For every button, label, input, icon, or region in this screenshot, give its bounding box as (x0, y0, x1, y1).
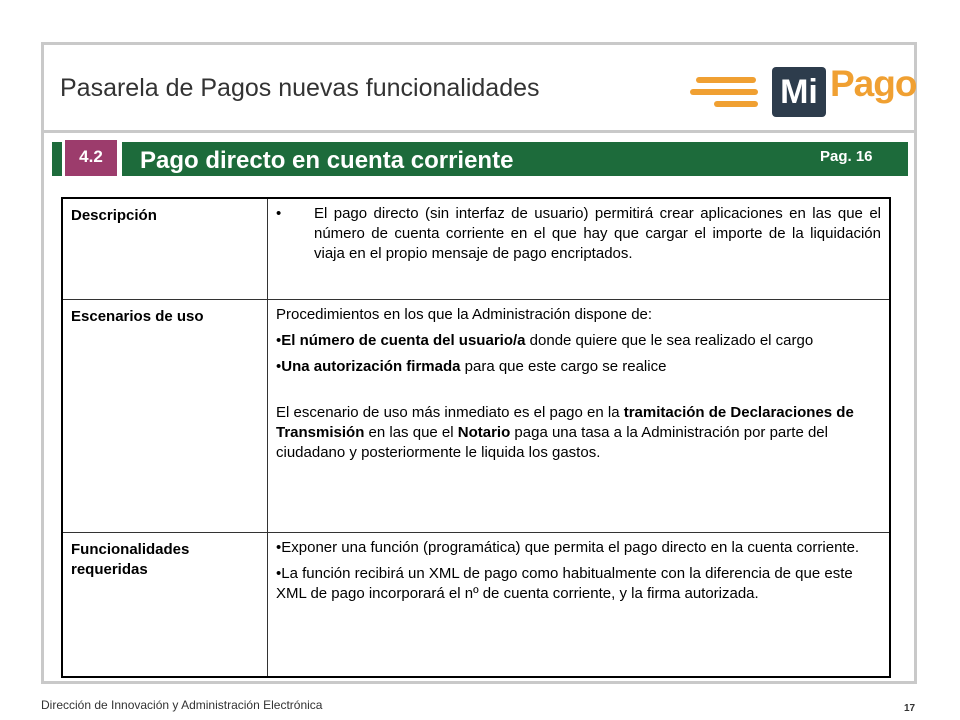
mipago-logo (690, 63, 917, 117)
escenarios-item-2: •Una autorización firmada para que este cargo se realice (276, 358, 667, 375)
table-row (62, 198, 890, 300)
page-title: Pasarela de Pagos nuevas funcionalidades (60, 74, 540, 102)
page-number: 17 (904, 703, 916, 714)
escenarios-item-1: •El número de cuenta del usuario/a donde quiere que le sea realizado el cargo (276, 332, 814, 349)
row-content-descripcion (268, 198, 891, 300)
bullet-glyph: • (276, 205, 282, 222)
descripcion-text: El pago directo (sin interfaz de usuario) permitirá crear aplicaciones en las que el número de cuenta corriente en el que hay que cargar el importe de la liquidación viaja en el propio mensaje de pago encriptados. (314, 205, 881, 262)
logo-mark: Mi (772, 67, 826, 117)
row-label-escenarios: Escenarios de uso (62, 300, 268, 533)
section-bar-left (52, 142, 62, 176)
row-label-descripcion: Descripción (62, 198, 268, 300)
row-content-escenarios (268, 300, 891, 533)
section-title: Pago directo en cuenta corriente (140, 147, 514, 174)
funcionalidades-item-2: •La función recibirá un XML de pago como habitualmente con la diferencia de que este XML de pago incorporará el nº de cuenta corriente, y la firma autorizada. (276, 565, 853, 602)
info-table (61, 197, 891, 678)
footer-text: Dirección de Innovación y Administración Electrónica (41, 698, 323, 712)
row-content-funcionalidades (268, 533, 891, 678)
header-divider (44, 130, 914, 133)
table-row (62, 533, 890, 678)
table-row (62, 300, 890, 533)
escenarios-intro: Procedimientos en los que la Administración dispone de: (276, 306, 653, 323)
logo-word: Pago (830, 63, 917, 104)
escenarios-paragraph-2: El escenario de uso más inmediato es el pago en la tramitación de Declaraciones de Transmisión en las que el Notario paga una tasa a la Administración por parte del ciudadano y posteriormente le liquida los gastos. (276, 404, 854, 461)
section-page-ref: Pag. 16 (820, 148, 873, 165)
section-number-badge: 4.2 (65, 140, 117, 176)
funcionalidades-item-1: •Exponer una función (programática) que permita el pago directo en la cuenta corriente. (276, 539, 860, 556)
row-label-funcionalidades: Funcionalidades requeridas (62, 533, 268, 678)
